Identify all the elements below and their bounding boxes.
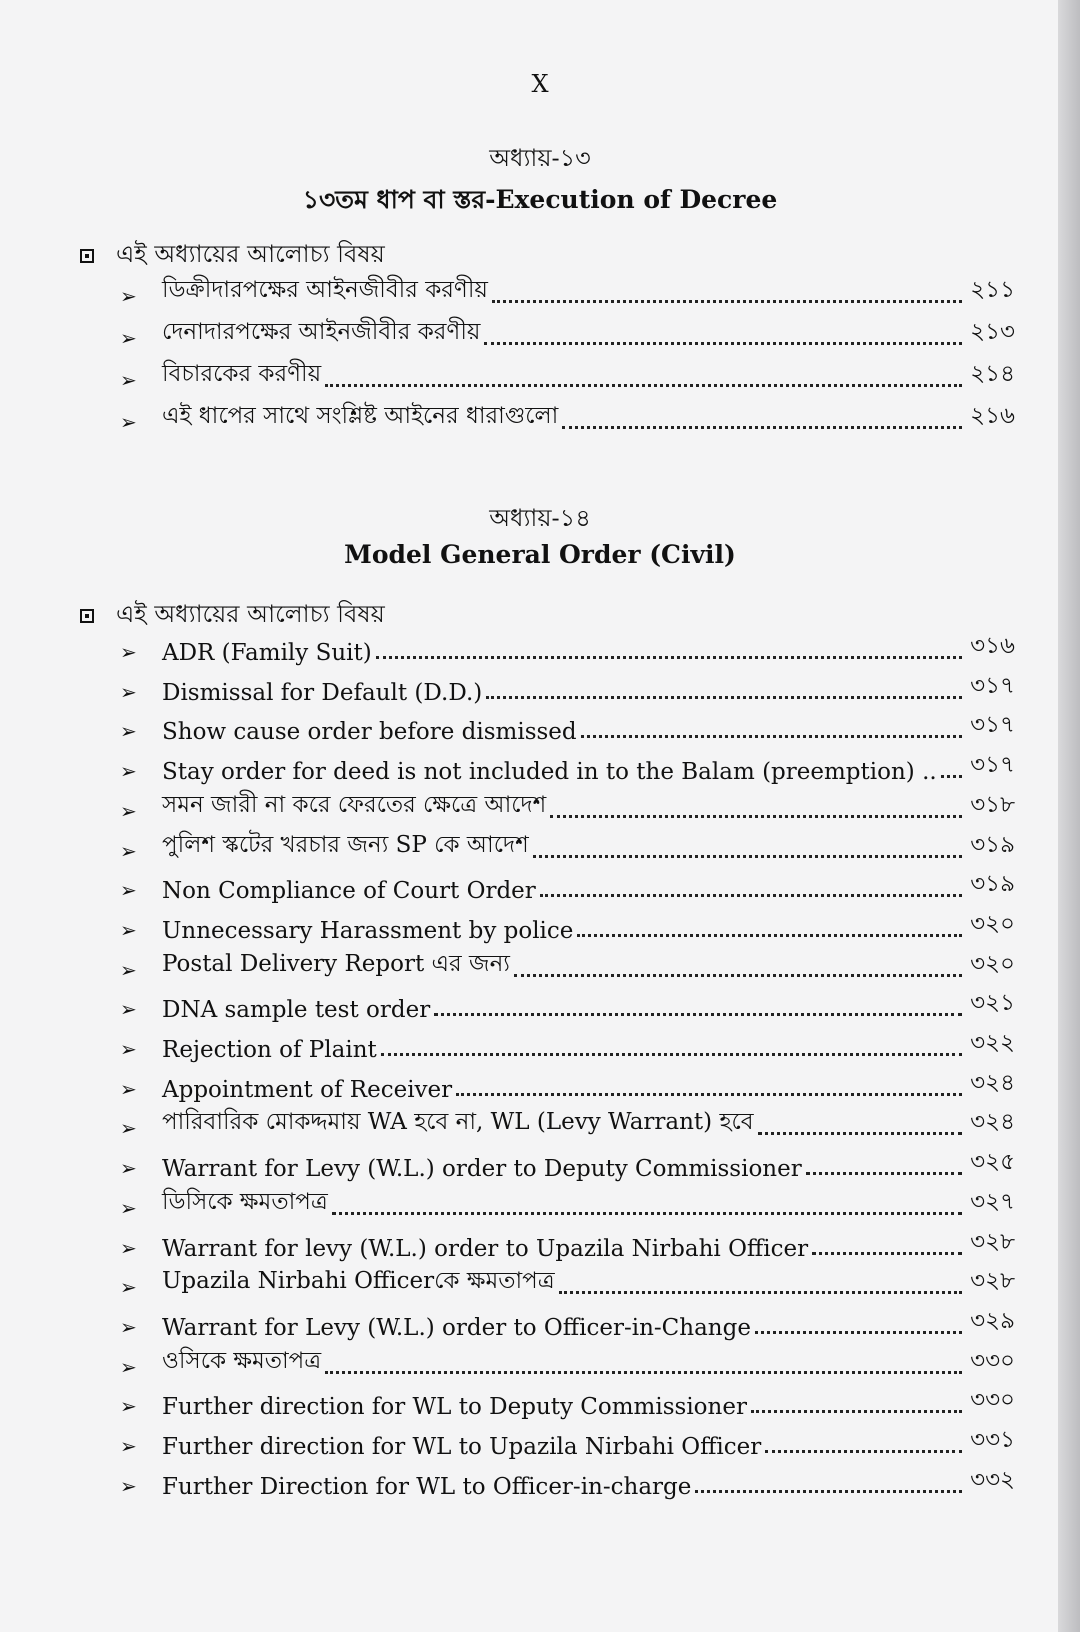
toc-entry-title: Appointment of Receiver xyxy=(162,1076,453,1103)
toc-entry[interactable] xyxy=(120,272,1015,312)
toc-entry-page: ৩২১ xyxy=(970,990,1015,1017)
dot-leader xyxy=(533,855,963,858)
dot-leader xyxy=(484,342,962,345)
dot-leader xyxy=(581,735,963,738)
arrow-bullet-icon: ➢ xyxy=(120,1076,137,1101)
toc-entry-title: Warrant for Levy (W.L.) order to Officer-in-Change xyxy=(162,1314,751,1341)
arrow-bullet-icon: ➢ xyxy=(120,838,137,863)
toc-entry[interactable] xyxy=(120,906,1015,946)
toc-entry[interactable] xyxy=(120,1025,1015,1065)
toc-entry-title: এই ধাপের সাথে সংশ্লিষ্ট আইনের ধারাগুলো xyxy=(162,403,559,429)
dot-leader xyxy=(381,1053,962,1056)
toc-entry-page: ৩১৭ xyxy=(970,752,1015,779)
arrow-bullet-icon: ➢ xyxy=(120,798,137,823)
toc-entry-page: ২১১ xyxy=(970,277,1015,303)
dot-leader xyxy=(562,426,962,429)
toc-entry-title: Rejection of Plaint xyxy=(162,1037,377,1063)
chapter-14-label: অধ্যায়-১৪ xyxy=(489,504,591,532)
dot-leader xyxy=(577,934,962,937)
toc-entry-page: ৩১৬ xyxy=(970,633,1015,659)
toc-entry[interactable] xyxy=(120,1462,1015,1502)
toc-entry-page: ৩২২ xyxy=(970,1030,1015,1056)
toc-entry-title: Postal Delivery Report এর জন্য xyxy=(162,950,510,977)
toc-entry-page: ৩৩০ xyxy=(970,1387,1015,1414)
toc-entry-page: ৩৩১ xyxy=(970,1427,1015,1453)
arrow-bullet-icon: ➢ xyxy=(120,284,137,308)
toc-entry-page: ৩৩০ xyxy=(970,1347,1015,1374)
arrow-bullet-icon: ➢ xyxy=(120,1235,137,1260)
arrow-bullet-icon: ➢ xyxy=(120,957,137,982)
dot-leader xyxy=(758,1132,963,1135)
toc-entry-page: ৩২৭ xyxy=(970,1188,1015,1215)
toc-entry[interactable] xyxy=(120,866,1015,906)
toc-entry-title: ওসিকে ক্ষমতাপত্র xyxy=(162,1347,322,1374)
dot-leader xyxy=(540,894,962,897)
chapter-13-label: অধ্যায়-১৩ xyxy=(489,144,591,172)
toc-entry-page: ৩২৯ xyxy=(970,1307,1015,1334)
arrow-bullet-icon: ➢ xyxy=(120,640,137,664)
toc-entry-title: ডিক্রীদারপক্ষের আইনজীবীর করণীয় xyxy=(162,277,488,303)
toc-entry-title: পুলিশ স্কটের খরচার জন্য SP কে আদেশ xyxy=(162,831,529,858)
toc-entry-page: ২১৪ xyxy=(970,361,1015,387)
toc-entry-title: Unnecessary Harassment by police xyxy=(162,917,574,944)
toc-entry-title: সমন জারী না করে ফেরতের ক্ষেত্রে আদেশ xyxy=(162,791,547,818)
toc-entry-title: Show cause order before dismissed xyxy=(162,719,577,746)
toc-entry-title: Further Direction for WL to Officer-in-charge xyxy=(162,1473,692,1500)
toc-entry-page: ৩১৭ xyxy=(970,672,1015,699)
dot-leader xyxy=(559,1291,962,1294)
toc-entry-title: Further direction for WL to Deputy Commissioner xyxy=(162,1394,747,1421)
dot-leader xyxy=(325,384,962,387)
arrow-bullet-icon: ➢ xyxy=(120,1394,137,1419)
toc-entry-page: ৩৩২ xyxy=(970,1466,1015,1493)
toc-entry-title: Further direction for WL to Upazila Nirbahi Officer xyxy=(162,1434,762,1460)
arrow-bullet-icon: ➢ xyxy=(120,719,137,744)
dot-leader xyxy=(492,300,962,303)
arrow-bullet-icon: ➢ xyxy=(120,997,137,1022)
dot-leader xyxy=(376,656,962,659)
dot-leader xyxy=(325,1371,962,1374)
arrow-bullet-icon: ➢ xyxy=(120,1195,137,1220)
section-marker-icon xyxy=(80,609,94,623)
toc-entry-title: ডিসিকে ক্ষমতাপত্র xyxy=(162,1188,328,1215)
toc-entry-page: ৩২০ xyxy=(970,910,1015,937)
toc-entry-title: DNA sample test order xyxy=(162,997,431,1024)
arrow-bullet-icon: ➢ xyxy=(120,326,137,350)
dot-leader xyxy=(456,1093,962,1096)
toc-entry-page: ৩১৮ xyxy=(970,791,1015,818)
arrow-bullet-icon: ➢ xyxy=(120,1314,137,1339)
toc-entry-title: Stay order for deed is not included in to the Balam (preemption) .. xyxy=(162,759,937,786)
toc-entry-page: ৩২৪ xyxy=(970,1109,1015,1136)
arrow-bullet-icon: ➢ xyxy=(120,1434,137,1458)
toc-entry-title: বিচারকের করণীয় xyxy=(162,361,322,387)
arrow-bullet-icon: ➢ xyxy=(120,1354,137,1379)
section-heading-text: এই অধ্যায়ের আলোচ্য বিষয় xyxy=(116,600,385,628)
dot-leader xyxy=(514,974,962,977)
toc-entry-page: ৩২৪ xyxy=(970,1069,1015,1096)
toc-entry[interactable] xyxy=(120,787,1015,827)
toc-entry-title: Warrant for Levy (W.L.) order to Deputy Commissioner xyxy=(162,1156,802,1183)
toc-entry[interactable] xyxy=(120,946,1015,986)
chapter-13-title: ১৩তম ধাপ বা স্তর-Execution of Decree xyxy=(302,185,778,214)
toc-entry[interactable] xyxy=(120,1065,1015,1105)
toc-entry[interactable] xyxy=(120,1184,1015,1224)
dot-leader xyxy=(812,1252,962,1255)
arrow-bullet-icon: ➢ xyxy=(120,917,137,942)
arrow-bullet-icon: ➢ xyxy=(120,759,137,784)
toc-entry-page: ২১৩ xyxy=(970,319,1015,345)
toc-entry[interactable] xyxy=(120,1343,1015,1383)
toc-entry[interactable] xyxy=(120,1144,1015,1184)
toc-entry-title: Warrant for levy (W.L.) order to Upazila Nirbahi Officer xyxy=(162,1235,809,1262)
toc-entry-page: ৩১৯ xyxy=(970,831,1015,858)
toc-entry-page: ৩১৯ xyxy=(970,871,1015,898)
toc-entry[interactable] xyxy=(120,707,1015,747)
toc-entry-page: ৩১৭ xyxy=(970,712,1015,739)
dot-leader xyxy=(806,1172,962,1175)
toc-entry[interactable] xyxy=(120,628,1015,668)
toc-entry[interactable] xyxy=(120,668,1015,708)
dot-leader xyxy=(332,1212,962,1215)
toc-entry-page: ৩২০ xyxy=(970,950,1015,977)
section-marker-icon xyxy=(80,249,94,263)
toc-entry[interactable] xyxy=(120,1382,1015,1422)
dot-leader xyxy=(751,1410,962,1413)
toc-entry-page: ৩২৮ xyxy=(970,1268,1015,1295)
toc-entry[interactable] xyxy=(120,356,1015,396)
arrow-bullet-icon: ➢ xyxy=(120,1473,137,1498)
dot-leader xyxy=(755,1331,962,1334)
dot-leader xyxy=(941,775,962,778)
toc-entry-page: ৩২৮ xyxy=(970,1228,1015,1255)
toc-entry[interactable] xyxy=(120,398,1015,438)
arrow-bullet-icon: ➢ xyxy=(120,878,137,903)
arrow-bullet-icon: ➢ xyxy=(120,410,137,434)
arrow-bullet-icon: ➢ xyxy=(120,1156,137,1181)
toc-entry-title: Upazila Nirbahi Officerকে ক্ষমতাপত্র xyxy=(162,1268,555,1295)
chapter-14-title: Model General Order (Civil) xyxy=(344,540,736,569)
toc-entry[interactable] xyxy=(120,1303,1015,1343)
page-number: X xyxy=(531,70,549,98)
toc-entry-title: পারিবারিক মোকদ্দমায় WA হবে না, WL (Levy Warrant) হবে xyxy=(162,1109,754,1136)
dot-leader xyxy=(486,696,962,699)
toc-entry[interactable] xyxy=(120,1224,1015,1264)
dot-leader xyxy=(434,1013,962,1016)
toc-entry-title: দেনাদারপক্ষের আইনজীবীর করণীয় xyxy=(162,319,481,345)
chapter-13-section-heading xyxy=(80,236,385,276)
toc-entry-title: Non Compliance of Court Order xyxy=(162,878,536,905)
page-edge-shadow xyxy=(1058,0,1080,1632)
dot-leader xyxy=(550,815,962,818)
dot-leader xyxy=(695,1490,962,1493)
toc-entry-page: ৩২৫ xyxy=(970,1149,1015,1176)
dot-leader xyxy=(765,1450,962,1453)
toc-entry[interactable] xyxy=(120,1104,1015,1144)
arrow-bullet-icon: ➢ xyxy=(120,1275,137,1300)
toc-entry-page: ২১৬ xyxy=(970,403,1015,429)
toc-entry[interactable] xyxy=(120,1422,1015,1462)
toc-entry[interactable] xyxy=(120,314,1015,354)
toc-entry-title: ADR (Family Suit) xyxy=(162,640,372,666)
toc-entry-title: Dismissal for Default (D.D.) xyxy=(162,679,483,706)
arrow-bullet-icon: ➢ xyxy=(120,1116,137,1141)
arrow-bullet-icon: ➢ xyxy=(120,368,137,392)
toc-entry[interactable] xyxy=(120,1263,1015,1303)
toc-entry[interactable] xyxy=(120,985,1015,1025)
arrow-bullet-icon: ➢ xyxy=(120,1037,137,1061)
arrow-bullet-icon: ➢ xyxy=(120,679,137,704)
toc-entry[interactable] xyxy=(120,747,1015,787)
toc-entry[interactable] xyxy=(120,827,1015,867)
section-heading-text: এই অধ্যায়ের আলোচ্য বিষয় xyxy=(116,240,385,268)
